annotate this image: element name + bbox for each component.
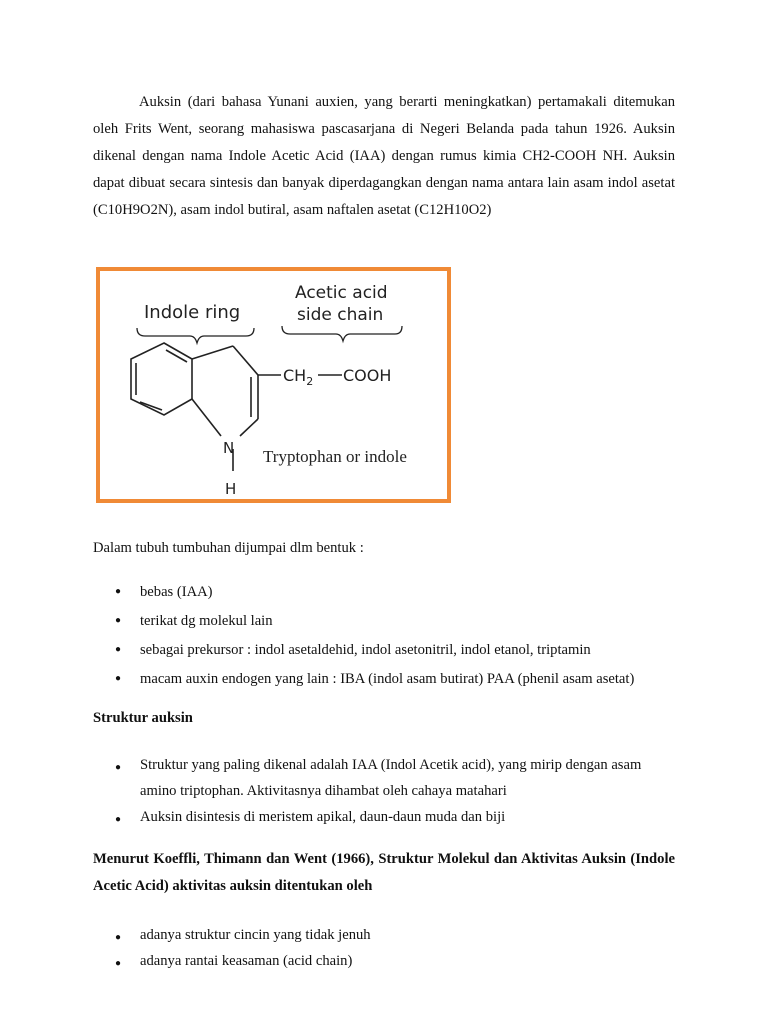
tryptophan-label: Tryptophan or indole [263,447,407,466]
ch2-text: CH [283,366,307,385]
indole-ring-label: Indole ring [144,302,241,323]
list-item: ● Struktur yang paling dikenal adalah IAA (Indol Acetik acid), yang mirip dengan asam amino triptophan. Aktivitasnya dihambat oleh cahaya matahari [115,757,642,799]
side-chain-label: side chain [297,305,384,325]
list-item: ● adanya struktur cincin yang tidak jenuh [115,927,371,943]
intro-paragraph [93,89,675,224]
section2-heading: Struktur auksin [93,710,193,726]
list-item: ● bebas (IAA) [115,584,213,600]
benzene-ring [131,343,192,415]
hydrogen-atom: H [225,480,237,498]
list-item: ● macam auxin endogen yang lain : IBA (indol asam butirat) PAA (phenil asam asetat) [115,671,635,687]
iaa-structure-diagram [100,271,447,499]
ch2-group [283,366,313,388]
section3-list [93,922,675,974]
ch2-subscript: 2 [306,375,314,388]
section3-heading: Menurut Koeffli, Thimann dan Went (1966), Struktur Molekul dan Aktivitas Auksin (Indole Acetic Acid) aktivitas auksin ditentukan oleh [93,851,675,894]
list-item: ● sebagai prekursor : indol asetaldehid, indol asetonitril, indol etanol, triptamin [115,642,591,658]
list-item: ● adanya rantai keasaman (acid chain) [115,953,353,969]
list-item: ● Auksin disintesis di meristem apikal, daun-daun muda dan biji [115,809,506,825]
nitrogen-atom: N [223,439,235,457]
section1-list [93,582,675,689]
acetic-acid-label: Acetic acid [295,283,388,303]
indole-brace [137,328,254,343]
side-chain-brace [282,326,402,341]
section2-list [93,752,675,830]
section1-lead: Dalam tubuh tumbuhan dijumpai dlm bentuk : [93,540,364,556]
intro-text: Auksin (dari bahasa Yunani auxien, yang berarti meningkatkan) pertamakali ditemukan oleh Frits Went, seorang mahasiswa pascasarjana di Negeri Belanda pada tahun 1926. Auksin dikenal dengan nama Indole Acetic Acid (IAA) dengan rumus kimia CH2-COOH NH. Auksin dapat dibuat secara sintesis dan banyak diperdagangkan dengan nama antara lain asam indol asetat (C10H9O2N), asam indol butiral, asam naftalen asetat (C12H10O2) [93,94,675,218]
iaa-structure-figure [96,267,451,503]
list-item: ● terikat dg molekul lain [115,613,273,629]
cooh-group: COOH [343,366,392,385]
